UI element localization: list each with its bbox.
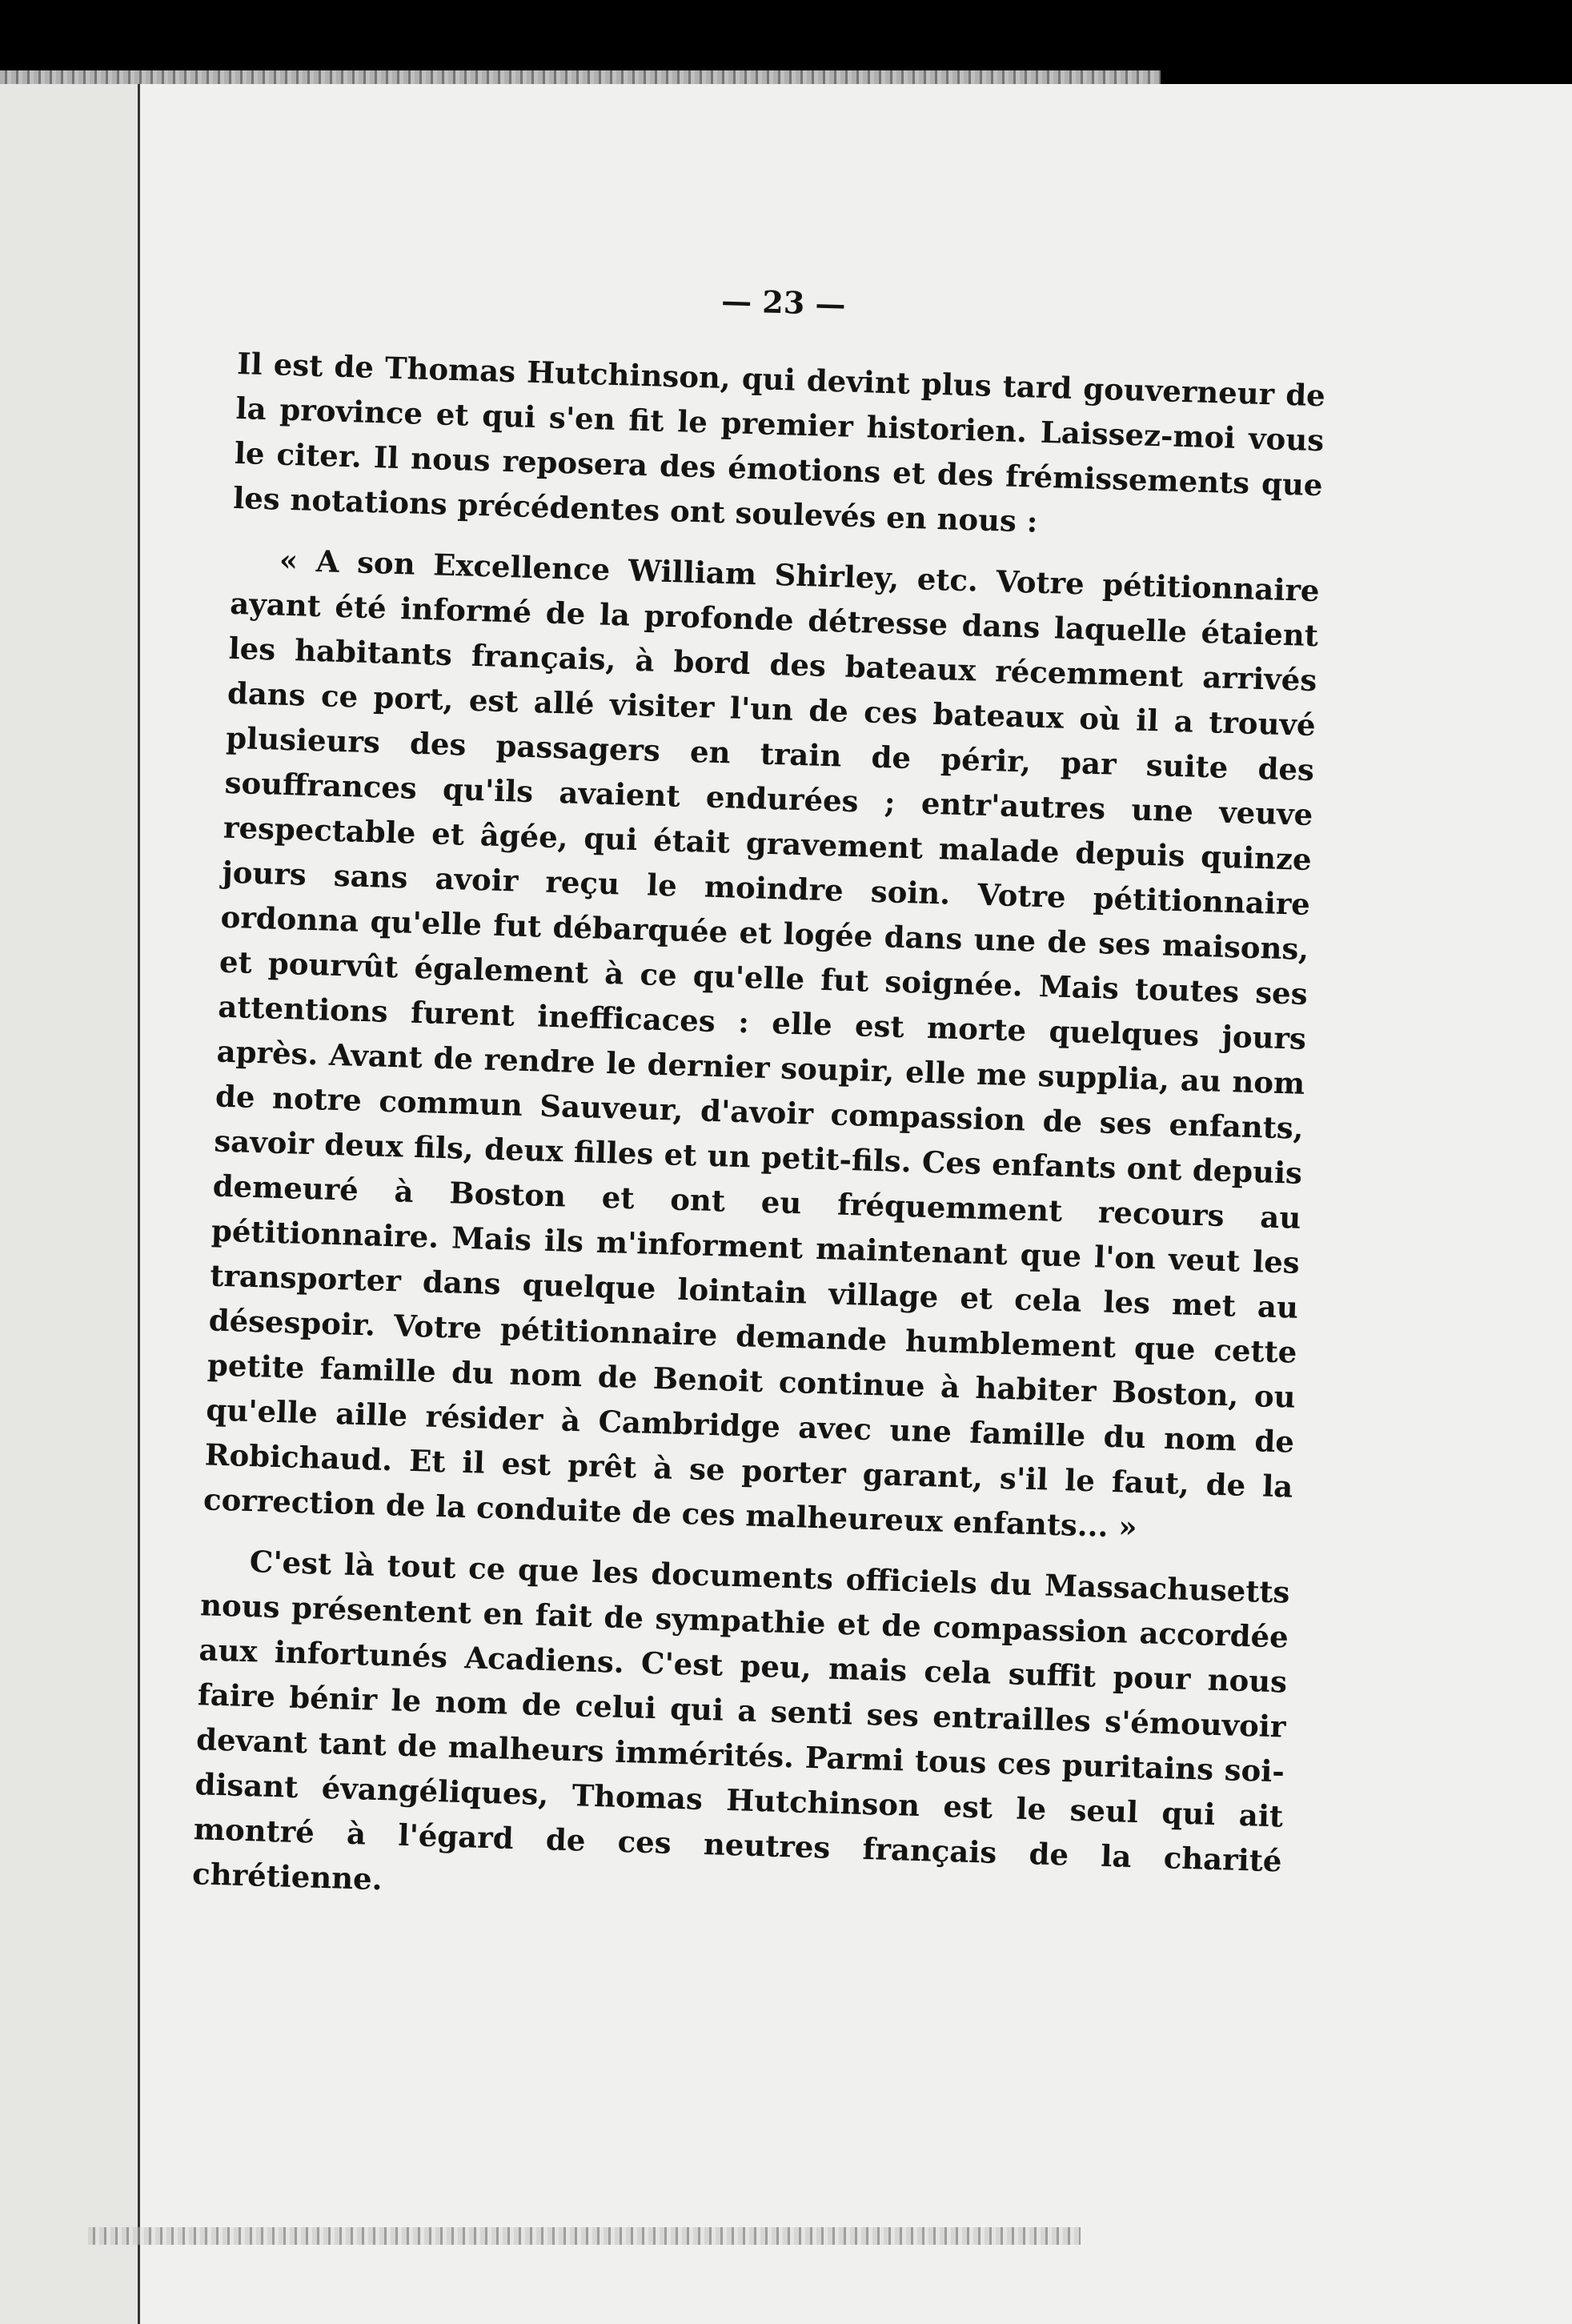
film-edge-bottom <box>88 2227 1081 2245</box>
paragraph-petition-quote: « A son Excellence William Shirley, etc. Votre pétitionnaire ayant été informé de la profonde détresse dans laquelle étaient les habitants français, à bord des bateaux récemment arrivés dans ce port, est allé visiter l'un de ces bateaux où il a trouvé plusieurs des passagers en train de périr, par suite des souffrances qu'ils avaient endurées ; entr'autres une veuve respectable et âgée, qui était gravement malade depuis quinze jours sans avoir reçu le moindre soin. Votre pétitionnaire ordonna qu'elle fut débarquée et logée dans une de ses maisons, et pourvût également à ce qu'elle fut soignée. Mais toutes ses attentions furent inefficaces : elle est morte quelques jours après. Avant de rendre le dernier soupir, elle me supplia, au nom de notre commun Sauveur, d'avoir compassion de ses enfants, savoir deux fils, deux filles et un petit-fils. Ces enfants ont depuis demeuré à Boston et ont eu fréquemment recours au pétitionnaire. Mais ils m'informent maintenant que l'on veut les transporter dans quelque lointain village et cela les met au désespoir. Votre pétitionnaire demande humblement que cette petite famille du nom de Benoit continue à habiter Boston, ou qu'elle aille résider à Cambridge avec une famille du nom de Robichaud. Et il est prêt à se porter garant, s'il le faut, de la correction de la conduite de ces malheureux enfants... » <box>203 542 1321 1545</box>
page-text <box>191 264 1329 1944</box>
paragraph-conclusion: C'est là tout ce que les documents officiels du Massachusetts nous présentent en fait de sympathie et de compassion accordée aux infortunés Acadiens. C'est peu, mais cela suffit pour nous faire bénir le nom de celui qui a senti ses entrailles s'émouvoir devant tant de malheurs immérités. Parmi tous ces puritains soi-disant évangéliques, Thomas Hutchinson est le seul qui ait montré à l'égard de ces neutres français de la charité chrétienne. <box>191 1544 1290 1897</box>
left-page-margin <box>0 84 140 2324</box>
page-number: — 23 — <box>720 282 847 323</box>
paragraph-intro: Il est de Thomas Hutchinson, qui devint plus tard gouverneur de la province et qui s'en fit le premier historien. Laissez-moi vous le citer. Il nous reposera des émotions et des frémissements que les notations précédentes ont soulevés en nous : <box>232 345 1326 539</box>
film-edge-top <box>0 70 1161 85</box>
